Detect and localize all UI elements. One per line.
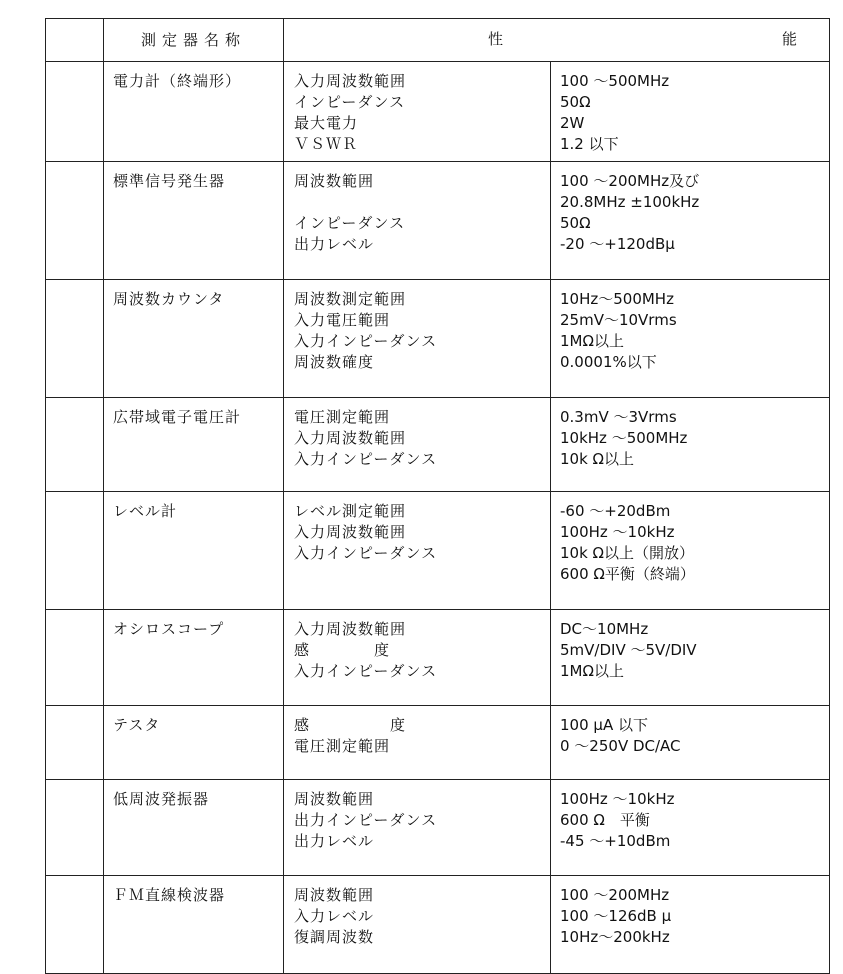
table-row (46, 610, 830, 706)
parameter-label: 復調周波数 (294, 928, 375, 946)
parameter-label: 入力電圧範囲 (294, 311, 391, 329)
header-blank-cell (46, 19, 104, 62)
value-cell (551, 62, 830, 162)
parameter-label: 入力インピーダンス (294, 662, 438, 680)
parameter-label: 入力レベル (294, 907, 375, 925)
parameter-cell (284, 280, 551, 398)
table-row (46, 876, 830, 974)
value-text: 25mV～10Vrms (560, 311, 677, 329)
parameter-cell (284, 706, 551, 780)
parameter-cell (284, 492, 551, 610)
instrument-name: ＦＭ直線検波器 (104, 876, 284, 974)
value-text: 600 Ω平衡（終端） (560, 565, 695, 583)
parameter-cell (284, 780, 551, 876)
parameter-label: 周波数範囲 (294, 172, 375, 190)
parameter-label: 出力レベル (294, 235, 375, 253)
value-text: 10k Ω以上（開放） (560, 544, 695, 562)
value-text: 100Hz ～10kHz (560, 523, 675, 541)
parameter-cell (284, 610, 551, 706)
header-name-cell (104, 19, 284, 62)
instrument-name: オシロスコープ (104, 610, 284, 706)
parameter-label: 入力周波数範囲 (294, 72, 407, 90)
parameter-label: 周波数範囲 (294, 790, 375, 808)
parameter-label: 入力インピーダンス (294, 544, 438, 562)
value-text: 10kHz ～500MHz (560, 429, 688, 447)
parameter-label: インピーダンス (294, 214, 406, 232)
parameter-label: 入力周波数範囲 (294, 523, 407, 541)
value-text: 1MΩ以上 (560, 332, 624, 350)
parameter-label: 最大電力 (294, 114, 359, 132)
parameter-label: 入力周波数範囲 (294, 620, 407, 638)
value-text: -20 ～+120dBμ (560, 235, 675, 253)
parameter-label: 出力レベル (294, 832, 375, 850)
value-text: 0.0001%以下 (560, 353, 657, 371)
row-blank-cell (46, 610, 104, 706)
parameter-cell (284, 398, 551, 492)
value-text: 10Hz～200kHz (560, 928, 670, 946)
value-text: 5mV/DIV ～5V/DIV (560, 641, 697, 659)
table-row (46, 492, 830, 610)
parameter-label: ＶＳＷＲ (294, 135, 359, 153)
value-text: 100 ～200MHz及び (560, 172, 700, 190)
parameter-cell (284, 876, 551, 974)
value-text: 100 μA 以下 (560, 716, 648, 734)
parameter-label (294, 192, 550, 213)
parameter-label: 周波数確度 (294, 353, 375, 371)
parameter-label: 感 度 (294, 641, 391, 659)
header-performance-cell (284, 19, 830, 62)
table-row (46, 62, 830, 162)
value-cell (551, 280, 830, 398)
value-cell (551, 706, 830, 780)
row-blank-cell (46, 280, 104, 398)
value-cell (551, 162, 830, 280)
value-text: 10k Ω以上 (560, 450, 635, 468)
header-performance-right: 能 (782, 30, 798, 48)
header-name: 測定器名称 (140, 30, 246, 49)
instrument-name: レベル計 (104, 492, 284, 610)
row-blank-cell (46, 876, 104, 974)
parameter-cell (284, 162, 551, 280)
value-text: 50Ω (560, 214, 591, 232)
value-text: 100 ～200MHz (560, 886, 670, 904)
value-text: 0 ～250V DC/AC (560, 737, 681, 755)
value-text: -45 ～+10dBm (560, 832, 671, 850)
parameter-label: 入力周波数範囲 (294, 429, 407, 447)
instrument-name: 低周波発振器 (104, 780, 284, 876)
value-text: 10Hz～500MHz (560, 290, 674, 308)
row-blank-cell (46, 780, 104, 876)
value-cell (551, 876, 830, 974)
table-row (46, 162, 830, 280)
value-text: 2W (560, 114, 585, 132)
value-text: 100 ～126dB μ (560, 907, 672, 925)
parameter-label: 電圧測定範囲 (294, 737, 391, 755)
parameter-cell (284, 62, 551, 162)
value-text: DC～10MHz (560, 620, 649, 638)
parameter-label: 入力インピーダンス (294, 450, 438, 468)
instrument-name: 周波数カウンタ (104, 280, 284, 398)
value-text: 0.3mV ～3Vrms (560, 408, 677, 426)
row-blank-cell (46, 492, 104, 610)
value-text: 1MΩ以上 (560, 662, 624, 680)
table-row (46, 706, 830, 780)
value-cell (551, 398, 830, 492)
value-text: 100Hz ～10kHz (560, 790, 675, 808)
parameter-label (294, 564, 550, 585)
value-text: 20.8MHz ±100kHz (560, 193, 700, 211)
value-text: -60 ～+20dBm (560, 502, 671, 520)
parameter-label: 出力インピーダンス (294, 811, 438, 829)
parameter-label: 周波数測定範囲 (294, 290, 407, 308)
table-row (46, 780, 830, 876)
parameter-label: レベル測定範囲 (294, 502, 407, 520)
value-text: 600 Ω 平衡 (560, 811, 650, 829)
value-cell (551, 492, 830, 610)
spec-table (45, 18, 830, 974)
parameter-label: 周波数範囲 (294, 886, 375, 904)
row-blank-cell (46, 162, 104, 280)
parameter-label: 感 度 (294, 716, 407, 734)
table-row (46, 280, 830, 398)
row-blank-cell (46, 62, 104, 162)
value-text: 50Ω (560, 93, 591, 111)
row-blank-cell (46, 706, 104, 780)
value-cell (551, 610, 830, 706)
parameter-label: 電圧測定範囲 (294, 408, 391, 426)
value-cell (551, 780, 830, 876)
parameter-label: インピーダンス (294, 93, 406, 111)
row-blank-cell (46, 398, 104, 492)
instrument-name: 標準信号発生器 (104, 162, 284, 280)
value-text: 100 ～500MHz (560, 72, 670, 90)
table-row (46, 398, 830, 492)
instrument-name: 広帯域電子電圧計 (104, 398, 284, 492)
instrument-name: テスタ (104, 706, 284, 780)
parameter-label: 入力インピーダンス (294, 332, 438, 350)
instrument-name: 電力計（終端形） (104, 62, 284, 162)
header-performance-left: 性 (488, 30, 504, 48)
value-text: 1.2 以下 (560, 135, 619, 153)
header-row (46, 19, 830, 62)
